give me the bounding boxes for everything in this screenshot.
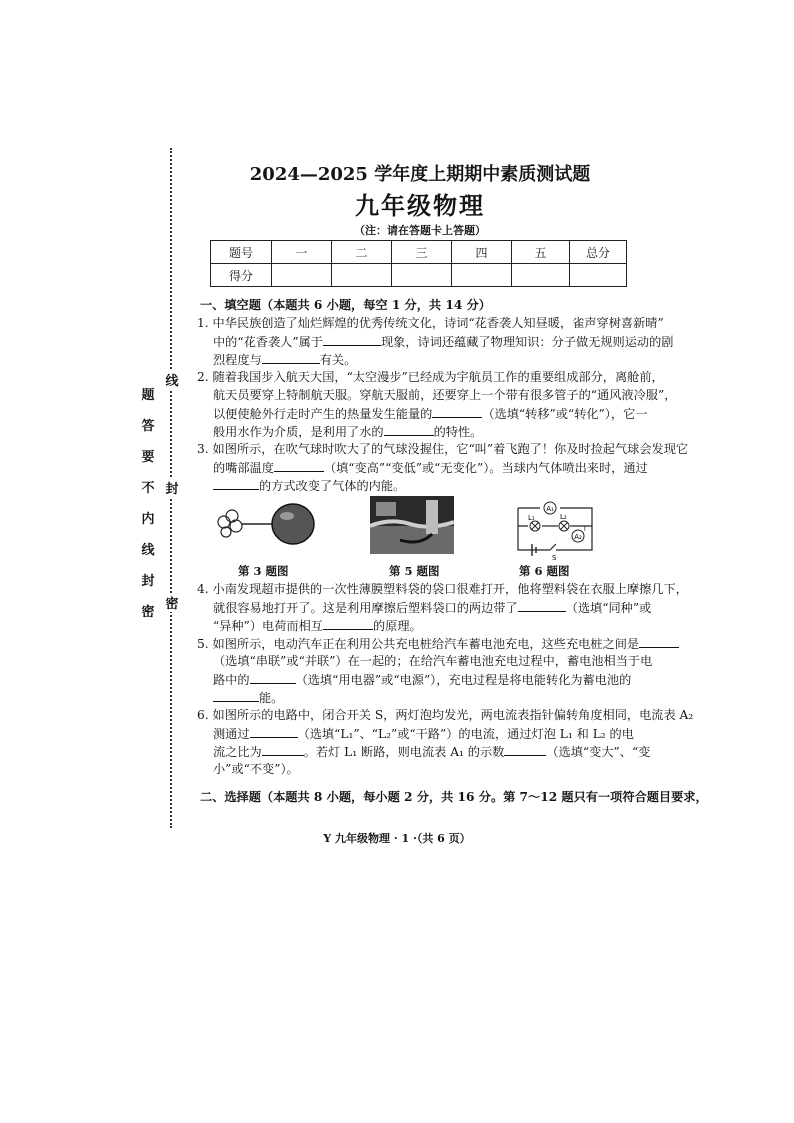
q4-line2 xyxy=(213,599,651,617)
seal-char: 封 xyxy=(141,574,155,589)
q4-line1: 4. 小南发现超市提供的一次性薄膜塑料袋的袋口很难打开，他将塑料袋在衣服上摩擦几下， xyxy=(197,582,688,596)
answer-blank xyxy=(432,405,482,418)
q3-text: 的方式改变了气体的内能。 xyxy=(259,479,406,493)
answer-blank xyxy=(262,351,320,364)
q1-line2 xyxy=(213,333,673,351)
q3-line3 xyxy=(213,477,405,495)
score-header-cell: 五 xyxy=(512,241,570,264)
q3-line1: 3. 如图所示，在吹气球时吹大了的气球没握住，它“叫”着飞跑了！你及时捡起气球会发现它 xyxy=(197,442,689,456)
score-header-cell: 二 xyxy=(332,241,392,264)
seal-mark-mi: 密 xyxy=(165,593,179,612)
q3-text: （填“变高”“变低”或“无变化”）。当球内气体喷出来时，通过 xyxy=(323,461,648,475)
answer-blank xyxy=(250,725,298,738)
fig3-caption: 第 3 题图 xyxy=(238,564,289,578)
label-l2: L₂ xyxy=(560,513,567,521)
q1-text: 中的“花香袭人”属于 xyxy=(213,335,323,349)
q1-line3 xyxy=(213,351,356,369)
score-row-label: 得分 xyxy=(211,264,272,287)
fig5-caption: 第 5 题图 xyxy=(389,564,440,578)
score-cell xyxy=(570,264,627,287)
q3-line2 xyxy=(213,459,648,477)
circuit-diagram xyxy=(512,494,598,560)
label-i: I xyxy=(584,526,586,533)
score-cell xyxy=(272,264,332,287)
answer-blank xyxy=(213,477,259,490)
fig6-caption: 第 6 题图 xyxy=(519,564,570,578)
q2-text: 般用水作为介质，是利用了水的 xyxy=(213,425,384,439)
q5-text: 5. 如图所示，电动汽车正在利用公共充电桩给汽车蓄电池充电，这些充电桩之间是 xyxy=(197,637,640,651)
q2-line3 xyxy=(213,405,647,423)
q5-line1 xyxy=(197,635,679,653)
q2-text: （选填“转移”或“转化”），它一 xyxy=(482,407,648,421)
answer-blank xyxy=(213,689,259,702)
q2-line4 xyxy=(213,423,482,441)
score-cell xyxy=(512,264,570,287)
q5-line2: （选填“串联”或“并联”）在一起的；在给汽车蓄电池充电过程中，蓄电池相当于电 xyxy=(213,654,653,668)
charging-station-icon xyxy=(426,500,438,534)
score-header-cell: 题号 xyxy=(211,241,272,264)
answer-blank xyxy=(323,333,381,346)
q5-line3 xyxy=(213,671,631,689)
seal-char: 答 xyxy=(141,419,155,434)
score-table xyxy=(210,240,627,287)
seal-char: 题 xyxy=(141,388,155,403)
q1-text: 烈程度与 xyxy=(213,353,262,367)
label-a1: A₁ xyxy=(546,505,554,513)
answer-blank xyxy=(274,459,324,472)
exam-title: 2024—2025 学年度上期期中素质测试题 xyxy=(249,164,591,185)
seal-char: 要 xyxy=(141,450,155,465)
q2-text: 以便使舱外行走时产生的热量发生能量的 xyxy=(213,407,433,421)
balloon-figure xyxy=(210,500,330,560)
q5-text: 能。 xyxy=(259,691,284,705)
seal-char: 密 xyxy=(141,605,155,620)
subject-title: 九年级物理 xyxy=(355,191,485,220)
q6-text: 。若灯 L₁ 断路，则电流表 A₁ 的示数 xyxy=(303,745,505,759)
score-header-cell: 总分 xyxy=(570,241,627,264)
seal-line-warning xyxy=(140,380,156,628)
q1-text: 有关。 xyxy=(319,353,357,367)
answer-blank xyxy=(639,635,679,648)
page-footer: Y 九年级物理 · 1 ·（共 6 页） xyxy=(323,832,471,845)
q3-text: 的嘴部温度 xyxy=(213,461,274,475)
label-s: S xyxy=(552,554,557,560)
q6-text: （选填“变大”、“变 xyxy=(546,745,651,759)
seal-char: 不 xyxy=(141,481,155,496)
seal-char: 内 xyxy=(141,512,155,527)
score-header-cell: 三 xyxy=(392,241,452,264)
q1-line1: 1. 中华民族创造了灿烂辉煌的优秀传统文化，诗词“花香袭人知昼暖，雀声穿树喜新晴” xyxy=(197,316,664,330)
q2-line2: 航天员要穿上特制航天服。穿航天服前，还要穿上一个带有很多管子的“通风液冷服”， xyxy=(213,388,677,402)
q6-line1: 6. 如图所示的电路中，闭合开关 S，两灯泡均发光，两电流表指针偏转角度相同，电流表 A₂ xyxy=(197,708,694,722)
q6-line4: 小”或“不变”）。 xyxy=(213,762,299,776)
q6-line3 xyxy=(213,743,650,761)
score-row xyxy=(211,264,627,287)
answer-blank xyxy=(250,671,296,684)
answer-blank xyxy=(504,743,546,756)
score-header-cell: 四 xyxy=(452,241,512,264)
score-header-row xyxy=(211,241,627,264)
answer-blank xyxy=(518,599,566,612)
label-l1: L₁ xyxy=(528,514,535,522)
balloon-body xyxy=(272,504,314,544)
section1-heading: 一、填空题（本题共 6 小题，每空 1 分，共 14 分） xyxy=(200,298,491,312)
charging-photo xyxy=(370,496,454,554)
score-cell xyxy=(452,264,512,287)
q6-line2 xyxy=(213,725,634,743)
answer-blank xyxy=(262,743,304,756)
seal-mark-feng: 封 xyxy=(165,478,179,497)
seal-mark-xian: 线 xyxy=(165,370,179,389)
photo-detail xyxy=(376,502,396,516)
answer-blank xyxy=(323,617,373,630)
q6-text: （选填“L₁”、“L₂”或“干路”）的电流，通过灯泡 L₁ 和 L₂ 的电 xyxy=(297,727,634,741)
answer-note: （注：请在答题卡上答题） xyxy=(354,224,486,237)
q4-text: 就很容易地打开了。这是利用摩擦后塑料袋口的两边带了 xyxy=(213,601,518,615)
label-a2: A₂ xyxy=(574,533,582,541)
balloon-highlight xyxy=(280,512,294,520)
q6-text: 测通过 xyxy=(213,727,250,741)
score-cell xyxy=(392,264,452,287)
score-cell xyxy=(332,264,392,287)
q5-text: 路中的 xyxy=(213,673,250,687)
q4-text: （选填“同种”或 xyxy=(565,601,652,615)
q2-line1: 2. 随着我国步入航天大国，“太空漫步”已经成为宇航员工作的重要组成部分，离舱前， xyxy=(197,370,664,384)
q1-text: 现象，诗词还蕴藏了物理知识：分子做无规则运动的剧 xyxy=(380,335,674,349)
seal-char: 线 xyxy=(141,543,155,558)
score-header-cell: 一 xyxy=(272,241,332,264)
q5-text: （选填“用电器”或“电源”），充电过程是将电能转化为蓄电池的 xyxy=(295,673,632,687)
q4-text: 的原理。 xyxy=(372,619,422,633)
section2-heading: 二、选择题（本题共 8 小题，每小题 2 分，共 16 分。第 7～12 题只有一项符合题目要求， xyxy=(200,790,708,804)
q4-line3 xyxy=(213,617,422,635)
switch-icon xyxy=(550,544,556,550)
answer-blank xyxy=(384,423,434,436)
air-puff-icon xyxy=(218,510,242,537)
q4-text: “异种”）电荷而相互 xyxy=(213,619,323,633)
q2-text: 的特性。 xyxy=(433,425,483,439)
q5-line4 xyxy=(213,689,283,707)
q6-text: 流之比为 xyxy=(213,745,262,759)
photo-car xyxy=(370,526,454,554)
